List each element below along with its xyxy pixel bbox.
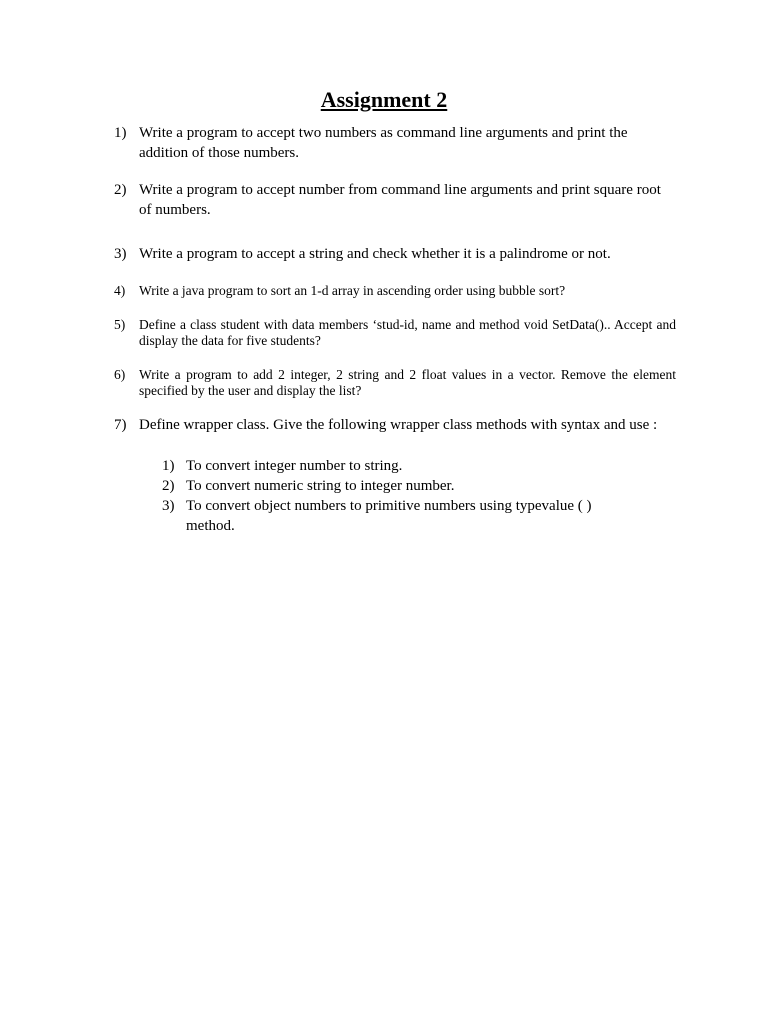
question-number: 2) <box>114 182 127 198</box>
subitem-3 <box>162 496 632 536</box>
page-title: Assignment 2 <box>320 87 448 112</box>
subitem-number: 1) <box>162 458 175 474</box>
question-number: 3) <box>114 246 127 262</box>
question-number: 5) <box>114 317 126 332</box>
question-2 <box>114 180 676 220</box>
question-text: Write a program to add 2 integer, 2 string and 2 float values in a vector. Remove the element specified by the user and display the list? <box>139 367 676 398</box>
question-1 <box>114 123 676 163</box>
question-number: 1) <box>114 125 127 141</box>
question-5 <box>114 317 676 349</box>
question-6 <box>114 367 676 399</box>
subitem-number: 3) <box>162 498 175 514</box>
question-text: Write a program to accept two numbers as command line arguments and print the addition of those numbers. <box>139 125 628 161</box>
question-text: Write a program to accept number from command line arguments and print square root of numbers. <box>139 182 661 218</box>
subitem-1 <box>162 456 642 476</box>
question-number: 4) <box>114 283 126 298</box>
subitem-text: To convert numeric string to integer number. <box>186 478 455 494</box>
question-text: Write a program to accept a string and check whether it is a palindrome or not. <box>139 246 611 262</box>
question-7 <box>114 415 676 435</box>
subitem-text: To convert integer number to string. <box>186 458 403 474</box>
subitem-2 <box>162 476 642 496</box>
subitem-number: 2) <box>162 478 175 494</box>
subitem-text: To convert object numbers to primitive numbers using typevalue ( ) method. <box>186 498 592 534</box>
question-number: 6) <box>114 367 126 382</box>
question-4 <box>114 283 676 299</box>
question-text: Define wrapper class. Give the following wrapper class methods with syntax and use : <box>139 417 658 433</box>
question-text: Write a java program to sort an 1-d array in ascending order using bubble sort? <box>139 283 566 298</box>
question-number: 7) <box>114 417 127 433</box>
question-3 <box>114 244 676 264</box>
question-text: Define a class student with data members ‘stud-id, name and method void SetData().. Accept and display the data for five students? <box>139 317 676 348</box>
